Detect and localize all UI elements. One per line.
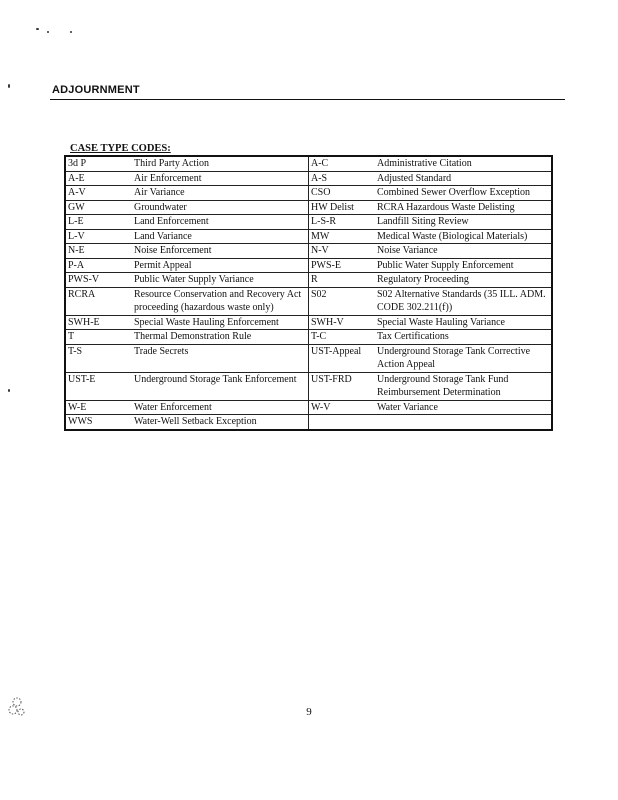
description-right: Medical Waste (Biological Materials) [375,229,552,244]
code-right: CSO [309,186,376,201]
table-row [65,344,552,372]
code-left: UST-E [65,372,132,400]
table-row [65,273,552,288]
table-row [65,156,552,171]
table-row [65,215,552,230]
code-left: 3d P [68,158,87,169]
code-left: RCRA [65,287,132,315]
table-row [65,400,552,415]
page-number: 9 [306,706,312,718]
code-left: A-V [65,186,132,201]
description-left: Air Variance [132,186,309,201]
scan-speck [47,31,49,33]
description-right: Administrative Citation [377,158,472,169]
code-right: N-V [309,244,376,259]
code-left: SWH-E [65,315,132,330]
table-row [65,415,552,430]
description-left: Resource Conservation and Recovery Act proceeding (hazardous waste only) [132,287,309,315]
description-left: Noise Enforcement [132,244,309,259]
table-row [65,171,552,186]
code-left: L-V [65,229,132,244]
table-row [65,287,552,315]
table-row [65,186,552,201]
description-right: S02 Alternative Standards (35 ILL. ADM. CODE 302.211(f)) [375,287,552,315]
description-right: Landfill Siting Review [375,215,552,230]
description-right: Special Waste Hauling Variance [375,315,552,330]
scan-speck [8,84,10,88]
code-right: SWH-V [309,315,376,330]
code-left: W-E [65,400,132,415]
code-left: T [65,330,132,345]
description-left: Public Water Supply Variance [132,273,309,288]
description-left: Permit Appeal [132,258,309,273]
code-right: L-S-R [309,215,376,230]
code-right: W-V [309,400,376,415]
code-right: T-C [309,330,376,345]
code-right: HW Delist [309,200,376,215]
case-type-codes-title: CASE TYPE CODES: [70,143,171,154]
description-right: Water Variance [375,400,552,415]
code-right: A-C [311,158,329,169]
description-right: Combined Sewer Overflow Exception [375,186,552,201]
table-row [65,244,552,259]
description-left: Water Enforcement [132,400,309,415]
description-right: Underground Storage Tank Fund Reimbursement Determination [375,372,552,400]
section-heading: ADJOURNMENT [52,84,140,96]
description-right [375,415,552,430]
code-right: R [309,273,376,288]
table-row [65,372,552,400]
code-right: S02 [309,287,376,315]
code-right: PWS-E [309,258,376,273]
code-left: WWS [65,415,132,430]
code-right: A-S [309,171,376,186]
table-row [65,315,552,330]
description-right: RCRA Hazardous Waste Delisting [375,200,552,215]
scan-speck [36,28,39,30]
scan-speck [8,389,10,392]
code-left: P-A [65,258,132,273]
code-left: PWS-V [65,273,132,288]
code-right [309,415,376,430]
code-left: A-E [65,171,132,186]
description-right: Public Water Supply Enforcement [375,258,552,273]
table-row [65,330,552,345]
code-left: GW [65,200,132,215]
description-right: Underground Storage Tank Corrective Action Appeal [375,344,552,372]
scan-speck [70,31,72,33]
description-left: Groundwater [132,200,309,215]
description-right: Adjusted Standard [375,171,552,186]
description-left: Trade Secrets [132,344,309,372]
description-right: Tax Certifications [375,330,552,345]
code-left: N-E [65,244,132,259]
table-row [65,258,552,273]
table-row [65,200,552,215]
description-left: Land Enforcement [132,215,309,230]
description-left: Third Party Action [132,156,309,171]
description-left: Air Enforcement [132,171,309,186]
code-right: UST-FRD [309,372,376,400]
description-left: Special Waste Hauling Enforcement [132,315,309,330]
description-left: Water-Well Setback Exception [132,415,309,430]
code-right: UST-Appeal [309,344,376,372]
table-row [65,229,552,244]
description-left: Land Variance [132,229,309,244]
code-left: L-E [65,215,132,230]
code-right: MW [309,229,376,244]
description-left: Thermal Demonstration Rule [132,330,309,345]
description-right: Regulatory Proceeding [375,273,552,288]
description-left: Underground Storage Tank Enforcement [132,372,309,400]
code-left: T-S [65,344,132,372]
description-right: Noise Variance [375,244,552,259]
case-type-codes-table [64,155,553,431]
header-rule [50,99,565,100]
